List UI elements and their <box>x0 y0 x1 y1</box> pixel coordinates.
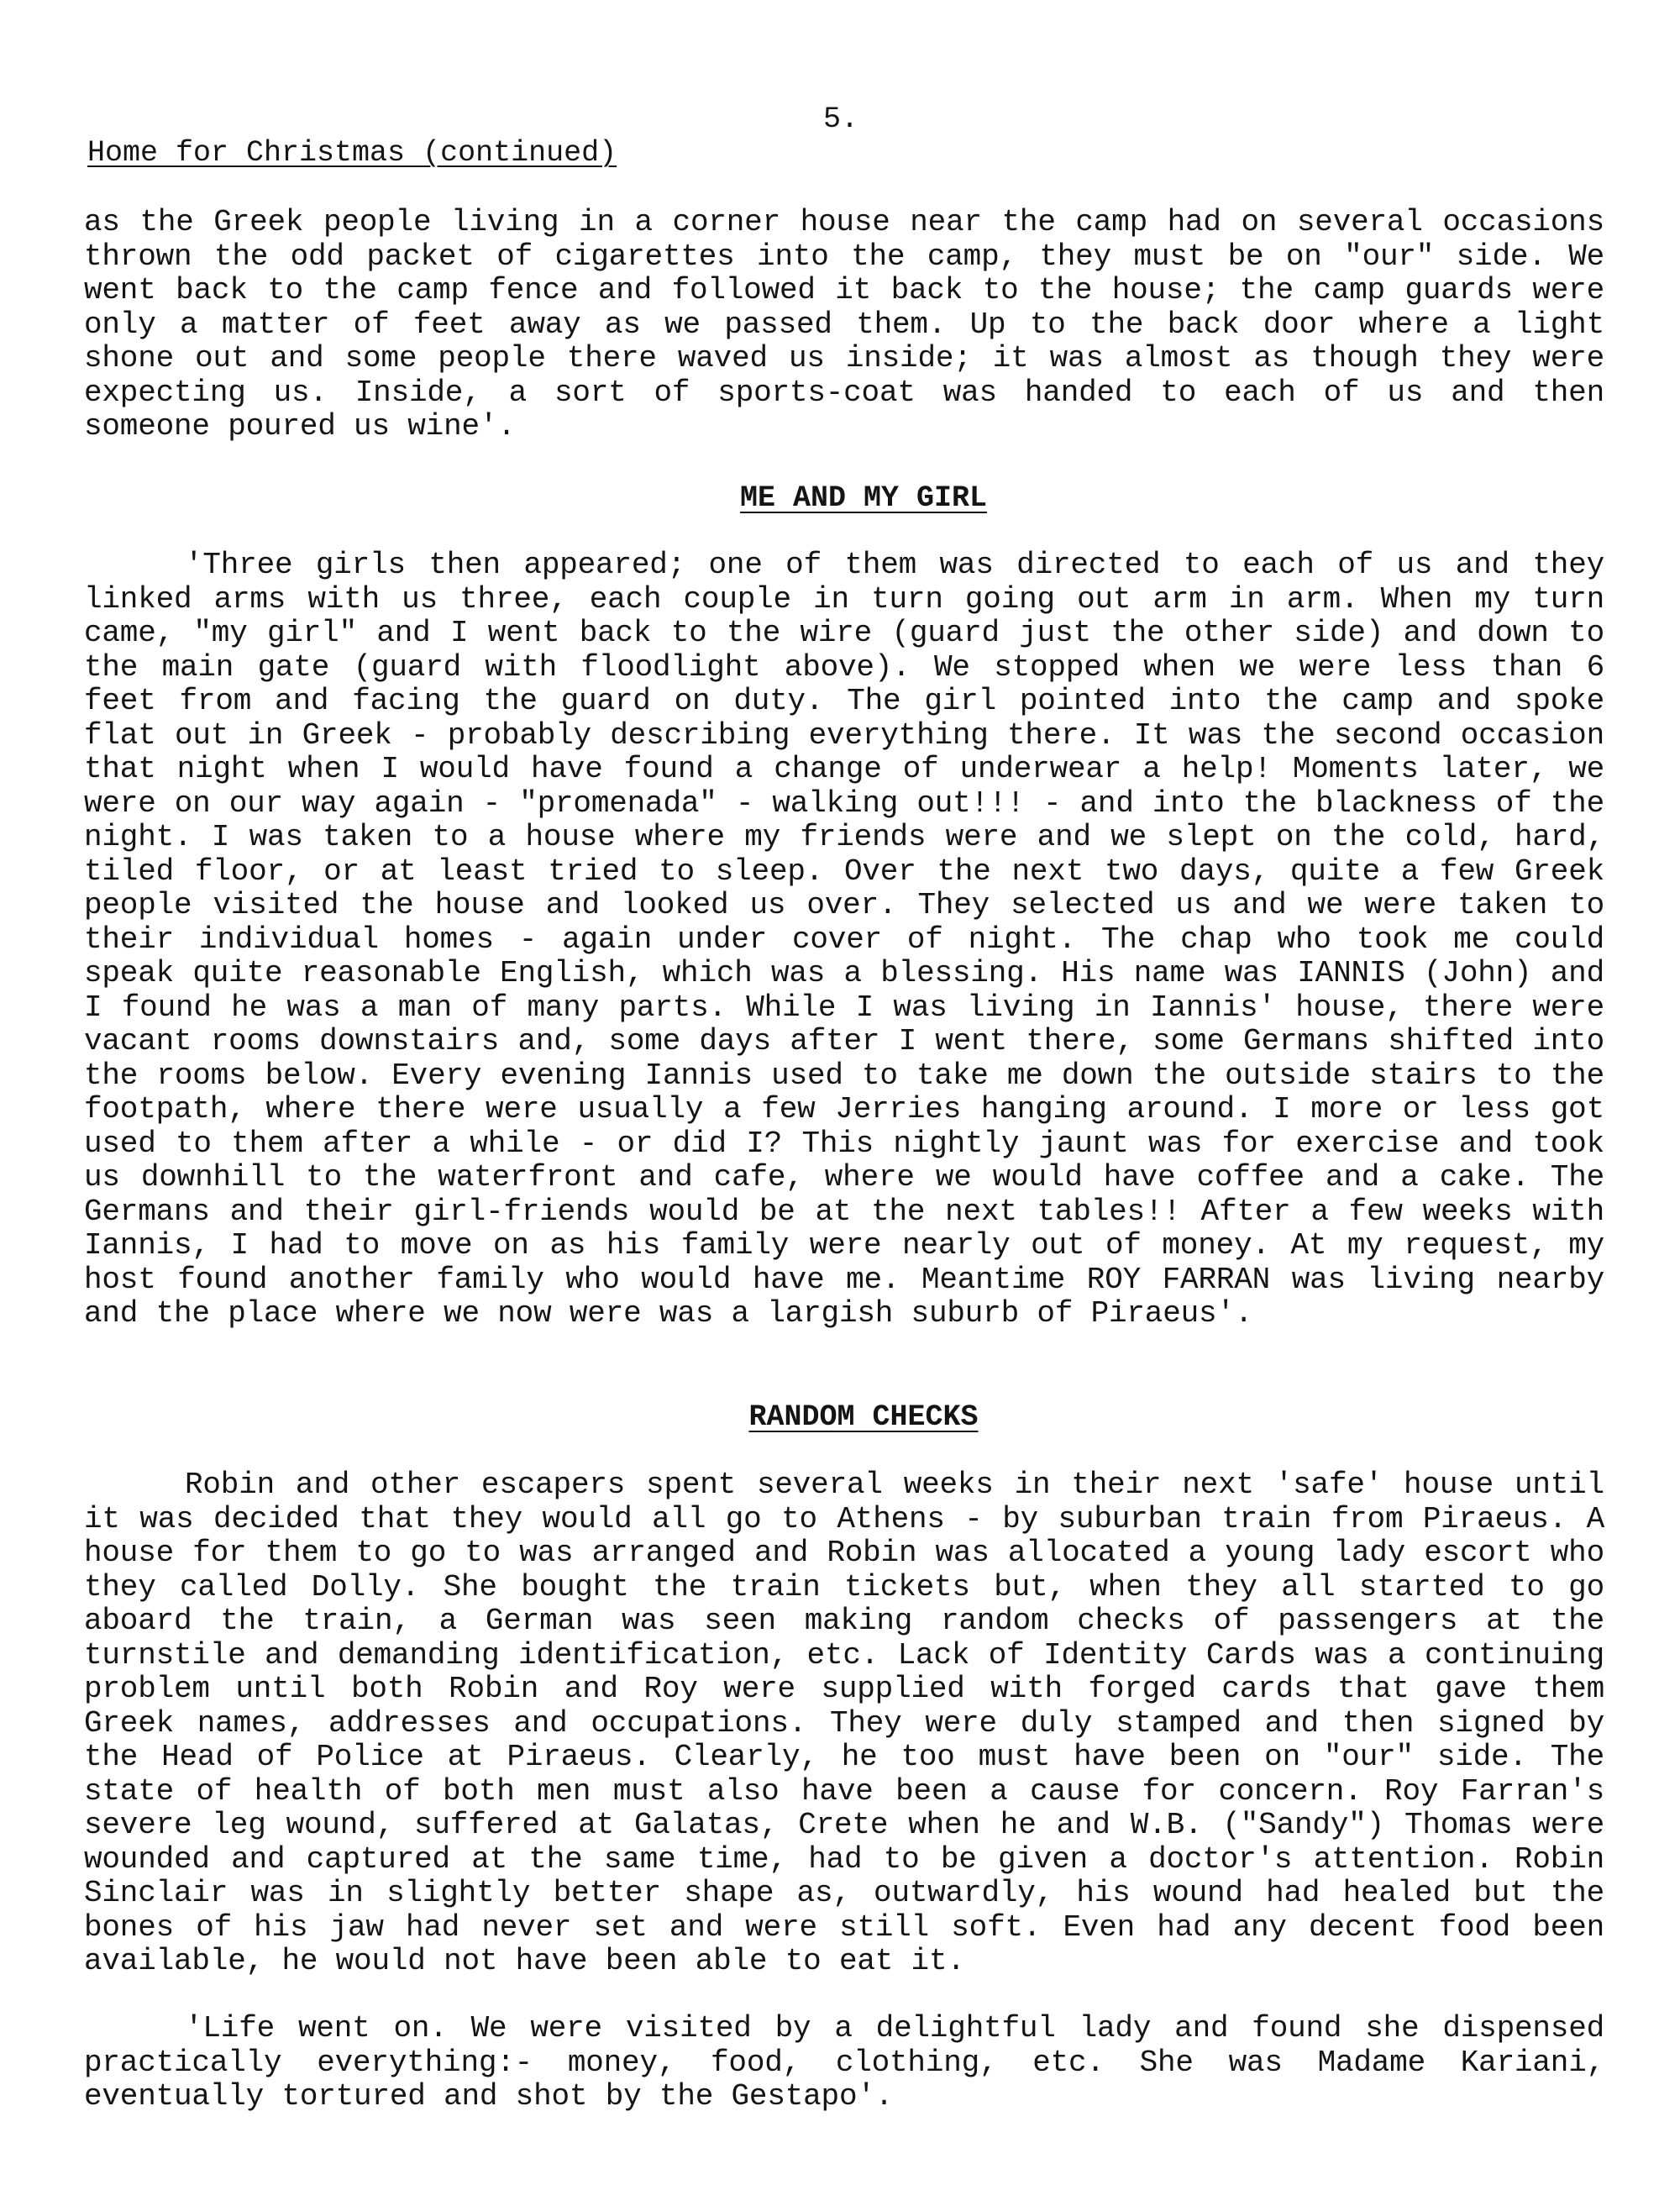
section-heading-me-and-my-girl <box>24 481 1680 515</box>
page-number: 5. <box>823 102 859 136</box>
section-heading-text: ME AND MY GIRL <box>739 481 988 515</box>
paragraph-three-girls: 'Three girls then appeared; one of them was directed to each of us and they linked arms with us three, each couple in turn going out arm in arm. When my turn came, "my girl" and I went back to the wire (guard just the other side) and down to the main gate (guard with floodlight above). We stopped when we were less than 6 feet from and facing the guard on duty. The girl pointed into the camp and spoke flat out in Greek - probably describing everything there. It was the second occasion that night when I would have found a change of underwear a help! Moments later, we were on our way again - "promenada" - walking out!!! - and into the blackness of the night. I was taken to a house where my friends were and we slept on the cold, hard, tiled floor, or at least tried to sleep. Over the next two days, quite a few Greek people visited the house and looked us over. They selected us and we were taken to their individual homes - again under cover of night. The chap who took me could speak quite reasonable English, which was a blessing. His name was IANNIS (John) and I found he was a man of many parts. While I was living in Iannis' house, there were vacant rooms downstairs and, some days after I went there, some Germans shifted into the rooms below. Every evening Iannis used to take me down the outside stairs to the footpath, where there were usually a few Jerries hanging around. I more or less got used to them after a while - or did I? This nightly jaunt was for exercise and took us downhill to the waterfront and cafe, where we would have coffee and a cake. The Germans and their girl-friends would be at the next tables!! After a few weeks with Iannis, I had to move on as his family were nearly out of money. At my request, my host found another family who would have me. Meantime ROY FARRAN was living nearby and the place where we now were was a largish suburb of Piraeus'. <box>84 548 1604 1331</box>
section-heading-text: RANDOM CHECKS <box>748 1400 979 1434</box>
paragraph-robin-escapers: Robin and other escapers spent several weeks in their next 'safe' house until it was decided that they would all go to Athens - by suburban train from Piraeus. A house for them to go to was arranged and Robin was allocated a young lady escort who they called Dolly. She bought the train tickets but, when they all started to go aboard the train, a German was seen making random checks of passengers at the turnstile and demanding identification, etc. Lack of Identity Cards was a continuing problem until both Robin and Roy were supplied with forged cards that gave them Greek names, addresses and occupations. They were duly stamped and then signed by the Head of Police at Piraeus. Clearly, he too must have been on "our" side. The state of health of both men must also have been a cause for concern. Roy Farran's severe leg wound, suffered at Galatas, Crete when he and W.B. ("Sandy") Thomas were wounded and captured at the same time, had to be given a doctor's attention. Robin Sinclair was in slightly better shape as, outwardly, his wound had healed but the bones of his jaw had never set and were still soft. Even had any decent food been available, he would not have been able to eat it. <box>84 1468 1604 1978</box>
paragraph-continuation: as the Greek people living in a corner house near the camp had on several occasions thrown the odd packet of cigarettes into the camp, they must be on "our" side. We went back to the camp fence and followed it back to the house; the camp guards were only a matter of feet away as we passed them. Up to the back door where a light shone out and some people there waved us inside; it was almost as though they were expecting us. Inside, a sort of sports-coat was handed to each of us and then someone poured us wine'. <box>84 205 1604 444</box>
running-header: Home for Christmas (continued) <box>87 136 617 170</box>
paragraph-life-went-on: 'Life went on. We were visited by a delightful lady and found she dispensed practically everything:- money, food, clothing, etc. She was Madame Kariani, eventually tortured and shot by the Gestapo'. <box>84 2011 1604 2114</box>
section-heading-random-checks <box>24 1400 1680 1434</box>
